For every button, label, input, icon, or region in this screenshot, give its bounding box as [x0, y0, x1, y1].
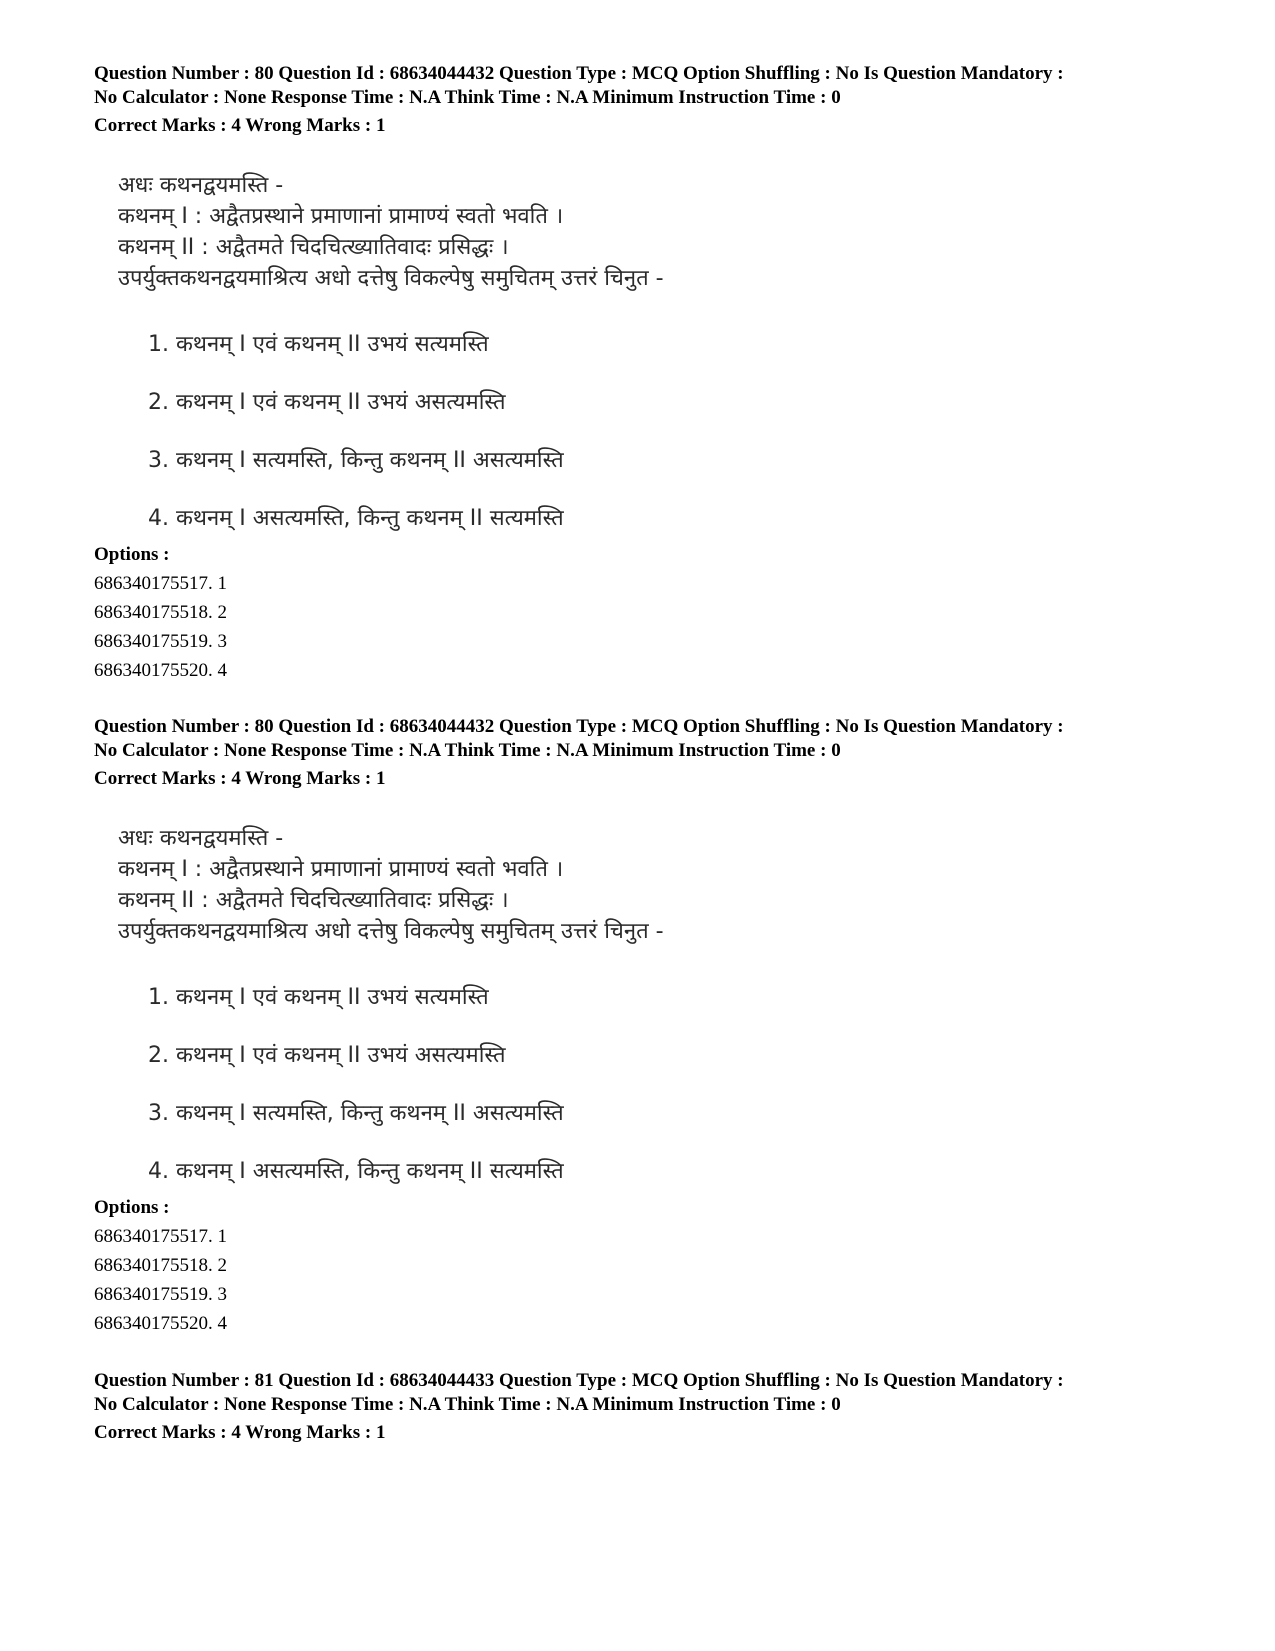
question-meta-line-1: Question Number : 80 Question Id : 68634044432 Question Type : MCQ Option Shuffling : No Is Question Mandatory :: [94, 716, 1064, 737]
question-stem-line: अधः कथनद्वयमस्ति -: [118, 826, 284, 851]
question-stem-line: उपर्युक्तकथनद्वयमाश्रित्य अधो दत्तेषु विकल्पेषु समुचितम् उत्तरं चिनुत -: [118, 919, 664, 944]
choice-list: [118, 969, 818, 1201]
choice-item: 4. कथनम् I असत्यमस्ति, किन्तु कथनम् II सत्यमस्ति: [148, 506, 564, 531]
question-marks: Correct Marks : 4 Wrong Marks : 1: [94, 768, 386, 789]
choice-item: 1. कथनम् I एवं कथनम् II उभयं सत्यमस्ति: [148, 332, 489, 357]
question-stem-line: कथनम् II : अद्वैतमते चिदचित्ख्यातिवादः प्रसिद्धः ।: [118, 888, 509, 913]
option-item: 686340175519. 3: [94, 631, 227, 652]
question-meta-line-2: No Calculator : None Response Time : N.A Think Time : N.A Minimum Instruction Time : 0: [94, 87, 841, 108]
question-stem-line: कथनम् I : अद्वैतप्रस्थाने प्रमाणानां प्रामाण्यं स्वतो भवति ।: [118, 857, 564, 882]
question-meta-line-1: Question Number : 80 Question Id : 68634044432 Question Type : MCQ Option Shuffling : No Is Question Mandatory :: [94, 63, 1064, 84]
option-item: 686340175518. 2: [94, 1255, 227, 1276]
choice-item: 3. कथनम् I सत्यमस्ति, किन्तु कथनम् II असत्यमस्ति: [148, 1101, 564, 1126]
option-item: 686340175520. 4: [94, 1313, 227, 1334]
options-heading: Options :: [94, 1197, 170, 1218]
options-section-2: [94, 1193, 1234, 1338]
choice-list: [118, 316, 818, 548]
question-marks: Correct Marks : 4 Wrong Marks : 1: [94, 1422, 386, 1443]
question-meta-line-2: No Calculator : None Response Time : N.A Think Time : N.A Minimum Instruction Time : 0: [94, 1394, 841, 1415]
choice-item: 2. कथनम् I एवं कथनम् II उभयं असत्यमस्ति: [148, 390, 506, 415]
question-header-3: [94, 1369, 1234, 1445]
options-heading: Options :: [94, 544, 170, 565]
option-item: 686340175518. 2: [94, 602, 227, 623]
option-item: 686340175520. 4: [94, 660, 227, 681]
option-item: 686340175517. 1: [94, 1226, 227, 1247]
option-item: 686340175517. 1: [94, 573, 227, 594]
question-meta-line-2: No Calculator : None Response Time : N.A Think Time : N.A Minimum Instruction Time : 0: [94, 740, 841, 761]
question-header-1: [94, 62, 1234, 138]
question-stem-line: कथनम् II : अद्वैतमते चिदचित्ख्यातिवादः प्रसिद्धः ।: [118, 235, 509, 260]
question-marks: Correct Marks : 4 Wrong Marks : 1: [94, 115, 386, 136]
choice-item: 2. कथनम् I एवं कथनम् II उभयं असत्यमस्ति: [148, 1043, 506, 1068]
choice-item: 4. कथनम् I असत्यमस्ति, किन्तु कथनम् II सत्यमस्ति: [148, 1159, 564, 1184]
question-body-2: [118, 823, 818, 1201]
question-body-1: [118, 170, 818, 548]
question-stem-line: उपर्युक्तकथनद्वयमाश्रित्य अधो दत्तेषु विकल्पेषु समुचितम् उत्तरं चिनुत -: [118, 266, 664, 291]
question-header-2: [94, 715, 1234, 791]
question-stem-line: अधः कथनद्वयमस्ति -: [118, 173, 284, 198]
choice-item: 1. कथनम् I एवं कथनम् II उभयं सत्यमस्ति: [148, 985, 489, 1010]
options-section-1: [94, 540, 1234, 685]
question-stem-line: कथनम् I : अद्वैतप्रस्थाने प्रमाणानां प्रामाण्यं स्वतो भवति ।: [118, 204, 564, 229]
option-item: 686340175519. 3: [94, 1284, 227, 1305]
choice-item: 3. कथनम् I सत्यमस्ति, किन्तु कथनम् II असत्यमस्ति: [148, 448, 564, 473]
question-meta-line-1: Question Number : 81 Question Id : 68634044433 Question Type : MCQ Option Shuffling : No Is Question Mandatory :: [94, 1370, 1064, 1391]
